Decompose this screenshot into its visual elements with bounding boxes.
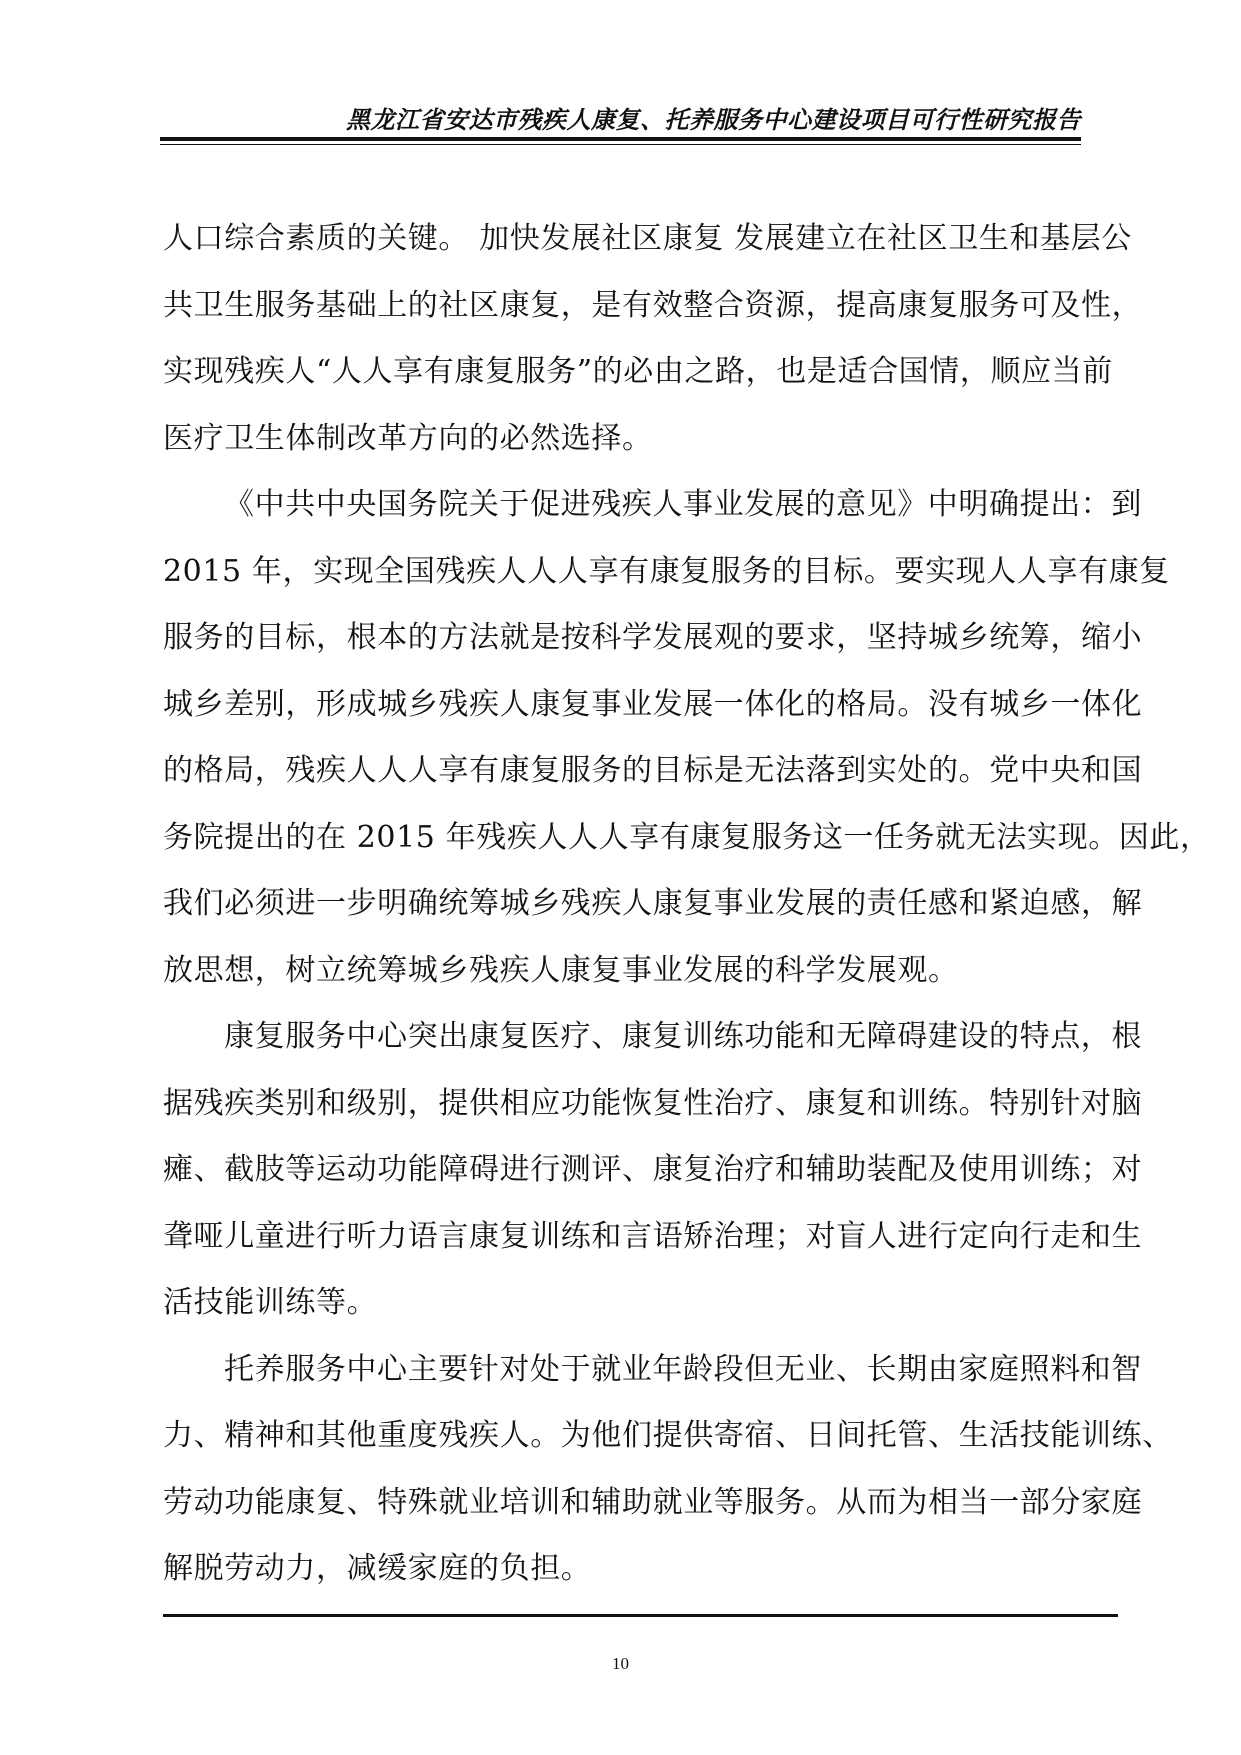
paragraph-1 [163,206,1143,472]
text-line: 康复服务中心突出康复医疗、康复训练功能和无障碍建设的特点，根 [224,1019,1142,1054]
text-line: 据残疾类别和级别，提供相应功能恢复性治疗、康复和训练。特别针对脑 [163,1085,1143,1121]
text-line: 放思想，树立统筹城乡残疾人康复事业发展的科学发展观。 [163,952,959,988]
text-line: 实现残疾人“人人享有康复服务”的必由之路，也是适合国情，顺应当前 [163,354,1113,389]
text-line: 医疗卫生体制改革方向的必然选择。 [163,420,653,456]
text-line: 务院提出的在 2015 年残疾人人人享有康复服务这一任务就无法实现。因此， [163,819,1211,855]
running-header-title: 黑龙江省安达市残疾人康复、托养服务中心建设项目可行性研究报告 [346,106,1081,134]
text-line: 托养服务中心主要针对处于就业年龄段但无业、长期由家庭照料和智 [224,1351,1142,1387]
paragraph-3 [163,1004,1143,1337]
body-text [163,206,1211,1603]
text-line: 服务的目标，根本的方法就是按科学发展观的要求，坚持城乡统筹，缩小 [163,620,1143,655]
text-line: 聋哑儿童进行听力语言康复训练和言语矫治理；对盲人进行定向行走和生 [163,1218,1143,1254]
text-line: 活技能训练等。 [163,1285,378,1320]
footer-rule [163,1614,1118,1617]
text-line: 人口综合素质的关键。 加快发展社区康复 发展建立在社区卫生和基层公 [163,221,1132,256]
page-number: 10 [612,1654,629,1673]
text-line: 我们必须进一步明确统筹城乡残疾人康复事业发展的责任感和紧迫感，解 [163,886,1143,921]
header-rule-thin [160,144,1081,145]
paragraph-4 [163,1337,1173,1603]
text-line: 力、精神和其他重度残疾人。为他们提供寄宿、日间托管、生活技能训练、 [163,1418,1173,1453]
text-line: 劳动功能康复、特殊就业培训和辅助就业等服务。从而为相当一部分家庭 [163,1484,1143,1520]
text-line: 2015 年，实现全国残疾人人人享有康复服务的目标。要实现人人享有康复 [163,553,1170,589]
header-rule-thick [160,137,1081,141]
text-line: 的格局，残疾人人人享有康复服务的目标是无法落到实处的。党中央和国 [163,753,1143,788]
paragraph-2 [163,472,1211,1004]
text-line: 瘫、截肢等运动功能障碍进行测评、康复治疗和辅助装配及使用训练；对 [163,1152,1143,1187]
text-line: 城乡差别，形成城乡残疾人康复事业发展一体化的格局。没有城乡一体化 [163,686,1143,722]
text-line: 共卫生服务基础上的社区康复，是有效整合资源，提高康复服务可及性， [163,287,1143,323]
text-line: 解脱劳动力，减缓家庭的负担。 [163,1551,592,1586]
text-line: 《中共中央国务院关于促进残疾人事业发展的意见》中明确提出：到 [224,487,1142,522]
